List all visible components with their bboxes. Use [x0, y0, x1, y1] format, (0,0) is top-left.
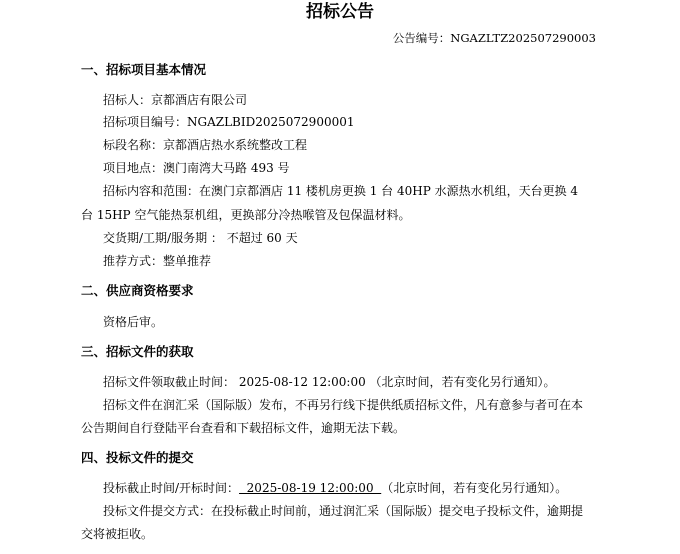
- scope-line-2: 台 15HP 空气能热泵机组，更换部分冷热喉管及包保温材料。: [81, 208, 411, 222]
- scope-line-1: 招标内容和范围：在澳门京都酒店 11 楼机房更换 1 台 40HP 水源热水机组，天台更换 4: [103, 184, 579, 198]
- project-number-line: 招标项目编号：NGAZLBID2025072900001: [103, 115, 355, 129]
- publish-line-2: 公告期间自行登陆平台查看和下载招标文件，逾期无法下载。: [81, 421, 406, 435]
- document-deadline-line: 招标文件领取截止时间： 2025-08-12 12:00:00 （北京时间，若有变化另行通知）。: [103, 375, 556, 389]
- delivery-line: 交货期/工期/服务期 ： 不超过 60 天: [103, 231, 298, 245]
- submission-line-2: 交将被拒收。: [81, 527, 154, 541]
- submission-line-1: 投标文件提交方式：在投标截止时间前，通过润汇采（国际版）提交电子投标文件，逾期提: [103, 504, 584, 518]
- notice-number: 公告编号：NGAZLTZ202507290003: [392, 31, 596, 45]
- section-2-heading: 二、供应商资格要求: [81, 283, 194, 298]
- section-4-heading: 四、投标文件的提交: [81, 450, 194, 465]
- qualification-line: 资格后审。: [103, 315, 164, 329]
- section-3-heading: 三、招标文件的获取: [81, 344, 194, 359]
- publish-line-1: 招标文件在润汇采（国际版）发布，不再另行线下提供纸质招标文件，凡有意参与者可在本: [103, 398, 584, 412]
- bid-deadline-value: 2025-08-19 12:00:00: [239, 481, 382, 495]
- lot-name-line: 标段名称：京都酒店热水系统整改工程: [103, 138, 308, 152]
- bid-deadline-label: 投标截止时间/开标时间：: [103, 481, 240, 495]
- tenderer-line: 招标人：京都酒店有限公司: [103, 93, 248, 107]
- bid-deadline-line: [103, 479, 567, 497]
- location-line: 项目地点：澳门南湾大马路 493 号: [103, 161, 290, 175]
- recommend-line: 推荐方式：整单推荐: [103, 254, 212, 268]
- section-1-heading: 一、招标项目基本情况: [81, 62, 207, 77]
- bid-deadline-note: （北京时间，若有变化另行通知）。: [381, 481, 568, 495]
- page-title: 招标公告: [306, 2, 374, 22]
